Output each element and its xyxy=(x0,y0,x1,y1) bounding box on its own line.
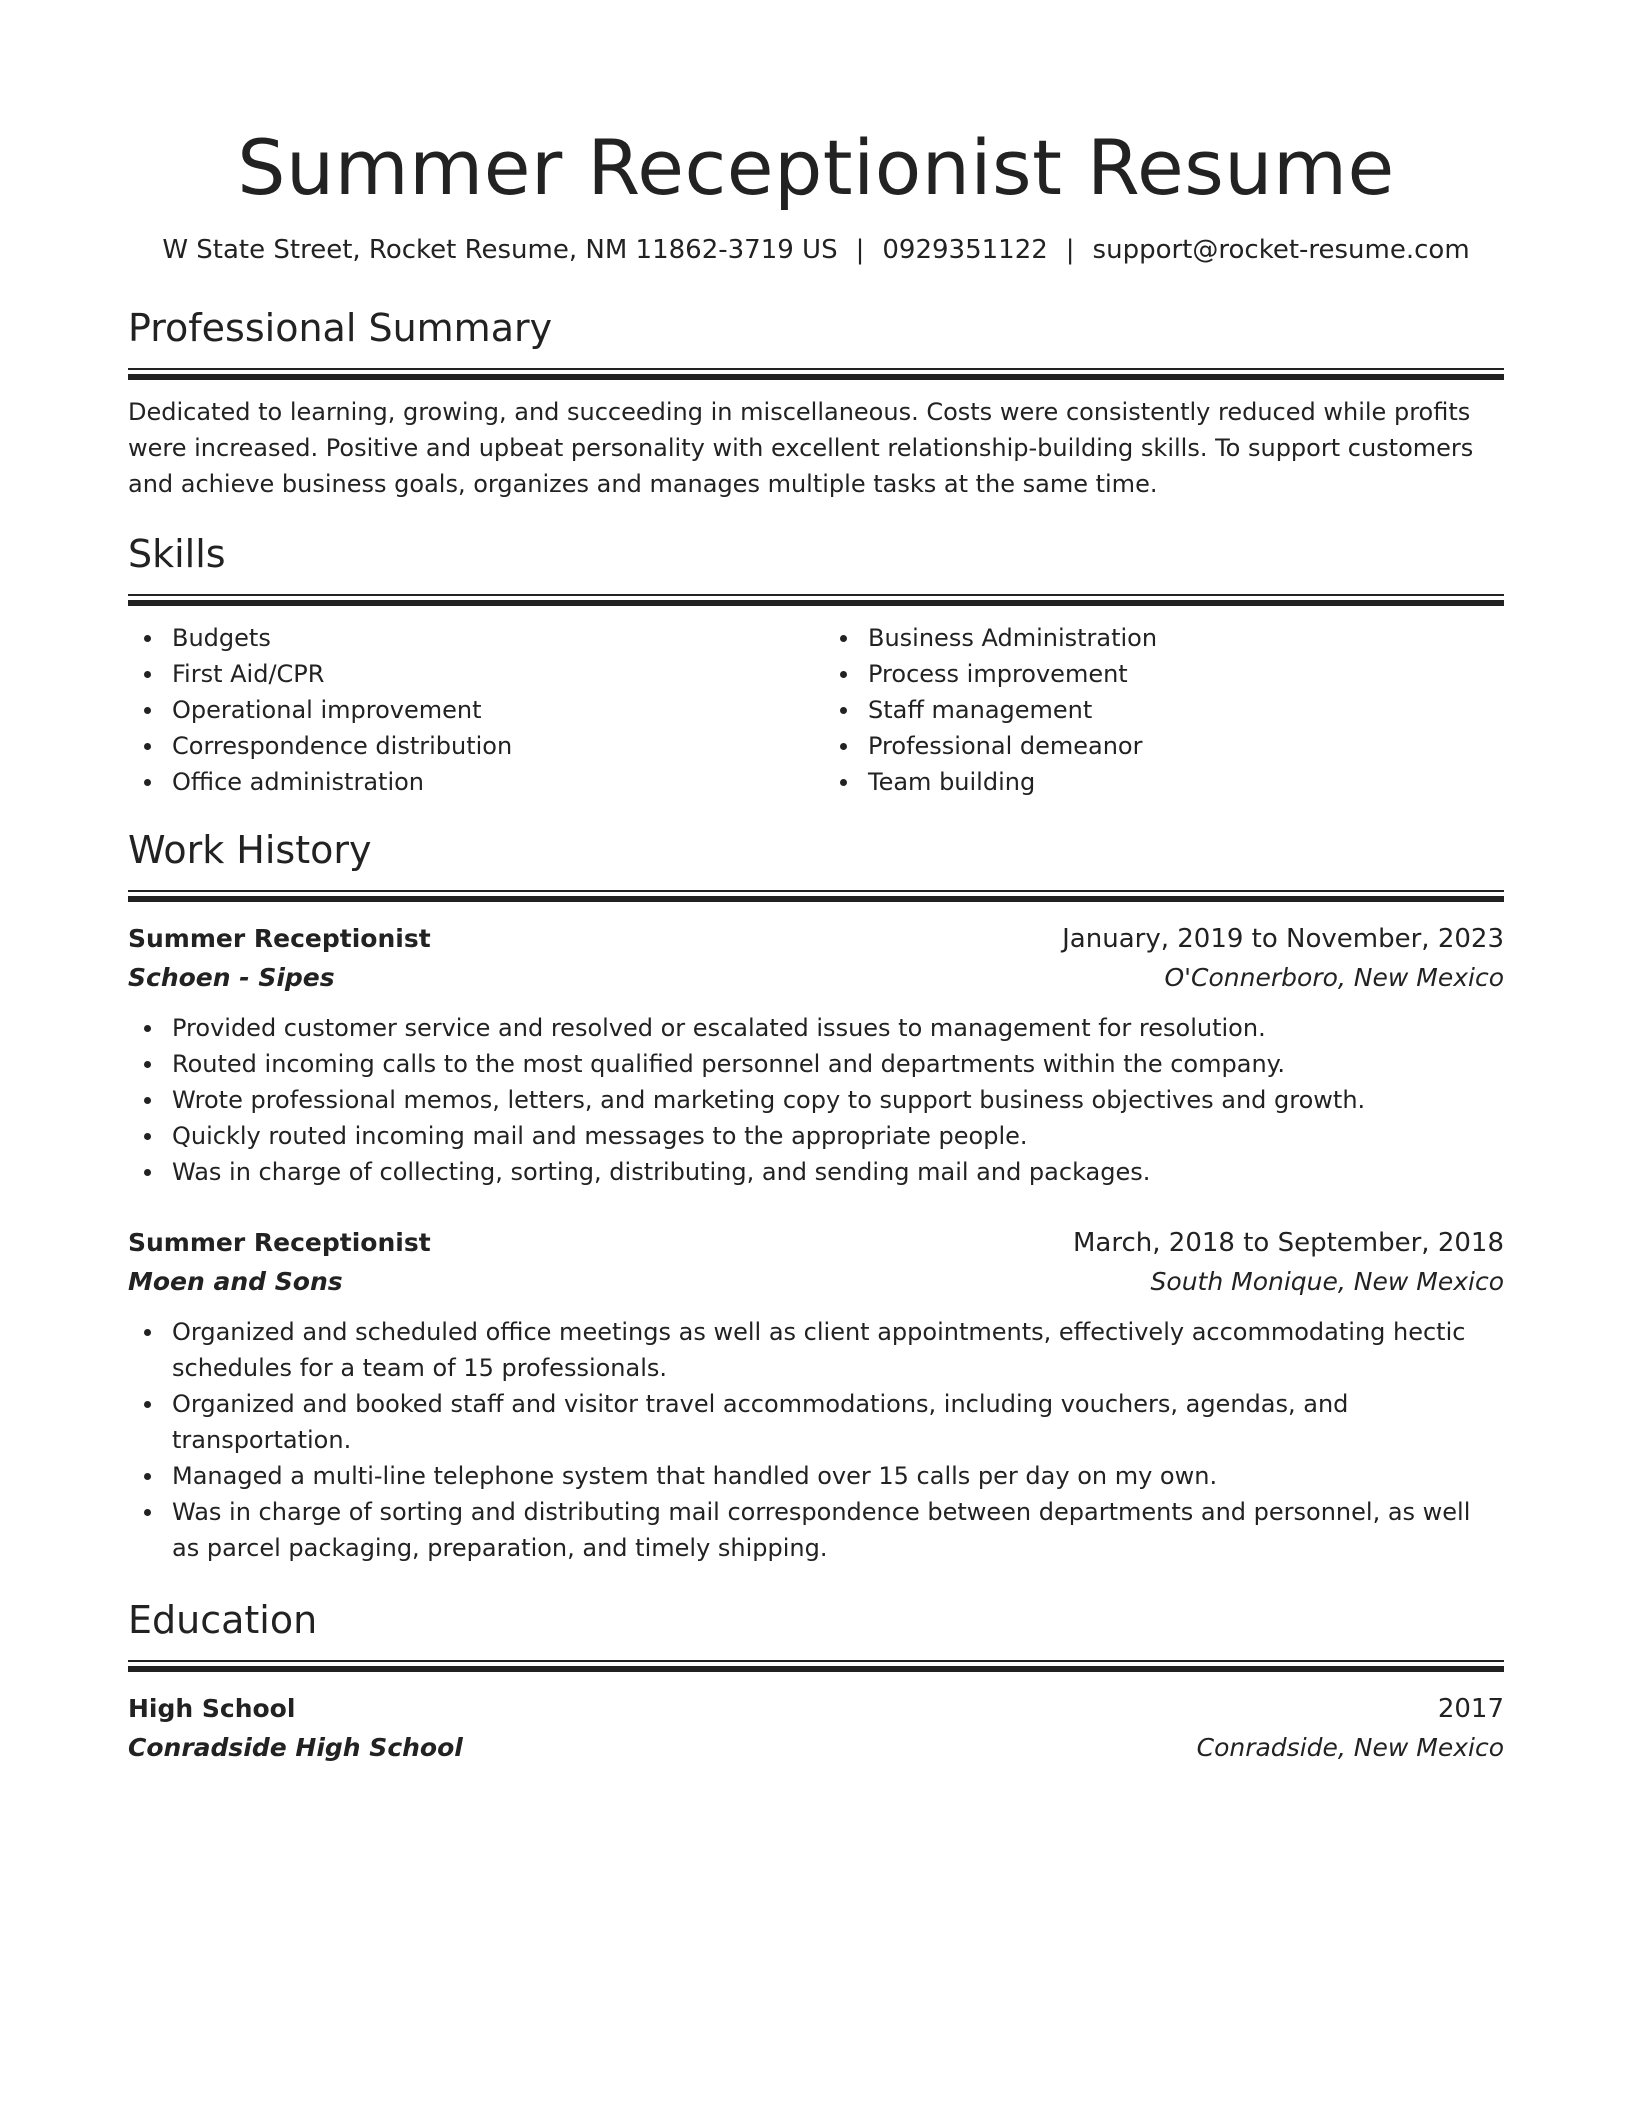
skill-item: Correspondence distribution xyxy=(172,728,816,764)
job-company-row xyxy=(128,958,1504,998)
contact-separator: | xyxy=(1065,235,1075,265)
skill-item: First Aid/CPR xyxy=(172,656,816,692)
job-bullet: Routed incoming calls to the most qualified personnel and departments within the company. xyxy=(172,1046,1504,1082)
education-school-row xyxy=(128,1728,1504,1768)
section-title-skills: Skills xyxy=(128,532,226,576)
education-degree: High School xyxy=(128,1694,296,1723)
job-bullets xyxy=(128,1010,1504,1190)
job-location: South Monique, New Mexico xyxy=(1150,1267,1504,1296)
contact-separator: | xyxy=(855,235,865,265)
section-divider xyxy=(128,890,1504,902)
job-bullet: Provided customer service and resolved or escalated issues to management for resolution. xyxy=(172,1010,1504,1046)
job-bullet: Was in charge of collecting, sorting, distributing, and sending mail and packages. xyxy=(172,1154,1504,1190)
skill-item: Staff management xyxy=(868,692,1504,728)
skill-item: Operational improvement xyxy=(172,692,816,728)
contact-line xyxy=(128,232,1504,268)
work-history-section xyxy=(128,826,1504,1566)
job-bullets xyxy=(128,1314,1504,1566)
job-location: O'Connerboro, New Mexico xyxy=(1164,963,1504,992)
skill-item: Team building xyxy=(868,764,1504,800)
education-entry xyxy=(128,1690,1504,1768)
job-dates: January, 2019 to November, 2023 xyxy=(1062,924,1504,954)
skill-item: Budgets xyxy=(172,620,816,656)
summary-text: Dedicated to learning, growing, and succeeding in miscellaneous. Costs were consistently reduced while profits were increased. Positive and upbeat personality with excellent relationship-building skills. To support customers and achieve business goals, organizes and manages multiple tasks at the same time. xyxy=(128,398,1474,498)
job-company-row xyxy=(128,1262,1504,1302)
skills-column-left xyxy=(128,620,816,800)
education-year: 2017 xyxy=(1437,1694,1504,1724)
job-entry xyxy=(128,1224,1504,1566)
job-role: Summer Receptionist xyxy=(128,1228,431,1257)
education-location: Conradside, New Mexico xyxy=(1196,1733,1504,1762)
job-company: Moen and Sons xyxy=(128,1267,343,1296)
skills-section xyxy=(128,530,1504,800)
job-header-row xyxy=(128,1224,1504,1262)
education-header-row xyxy=(128,1690,1504,1728)
section-divider xyxy=(128,1660,1504,1672)
education-section xyxy=(128,1596,1504,1768)
job-bullet: Wrote professional memos, letters, and marketing copy to support business objectives and growth. xyxy=(172,1082,1504,1118)
skill-item: Professional demeanor xyxy=(868,728,1504,764)
job-dates: March, 2018 to September, 2018 xyxy=(1073,1228,1504,1258)
job-bullet: Organized and booked staff and visitor travel accommodations, including vouchers, agendas, and transportation. xyxy=(172,1386,1504,1458)
job-bullet: Organized and scheduled office meetings as well as client appointments, effectively accommodating hectic schedules for a team of 15 professionals. xyxy=(172,1314,1504,1386)
contact-phone: 0929351122 xyxy=(882,235,1048,265)
education-school: Conradside High School xyxy=(128,1733,463,1762)
job-bullet: Quickly routed incoming mail and messages to the appropriate people. xyxy=(172,1118,1504,1154)
resume-title: Summer Receptionist Resume xyxy=(237,123,1395,212)
professional-summary-section xyxy=(128,304,1504,502)
section-title-work: Work History xyxy=(128,828,372,872)
skill-item: Office administration xyxy=(172,764,816,800)
job-bullet: Managed a multi-line telephone system that handled over 15 calls per day on my own. xyxy=(172,1458,1504,1494)
job-header-row xyxy=(128,920,1504,958)
job-company: Schoen - Sipes xyxy=(128,963,335,992)
job-bullet: Was in charge of sorting and distributing mail correspondence between departments and personnel, as well as parcel packaging, preparation, and timely shipping. xyxy=(172,1494,1504,1566)
skill-item: Business Administration xyxy=(868,620,1504,656)
job-entry xyxy=(128,920,1504,1190)
section-divider xyxy=(128,368,1504,380)
job-role: Summer Receptionist xyxy=(128,924,431,953)
skill-item: Process improvement xyxy=(868,656,1504,692)
contact-email: support@rocket-resume.com xyxy=(1092,235,1470,265)
contact-address: W State Street, Rocket Resume, NM 11862-3719 US xyxy=(162,235,838,265)
section-title-education: Education xyxy=(128,1598,318,1642)
section-divider xyxy=(128,594,1504,606)
section-title-summary: Professional Summary xyxy=(128,306,553,350)
skills-grid xyxy=(128,620,1504,800)
skills-column-right xyxy=(816,620,1504,800)
